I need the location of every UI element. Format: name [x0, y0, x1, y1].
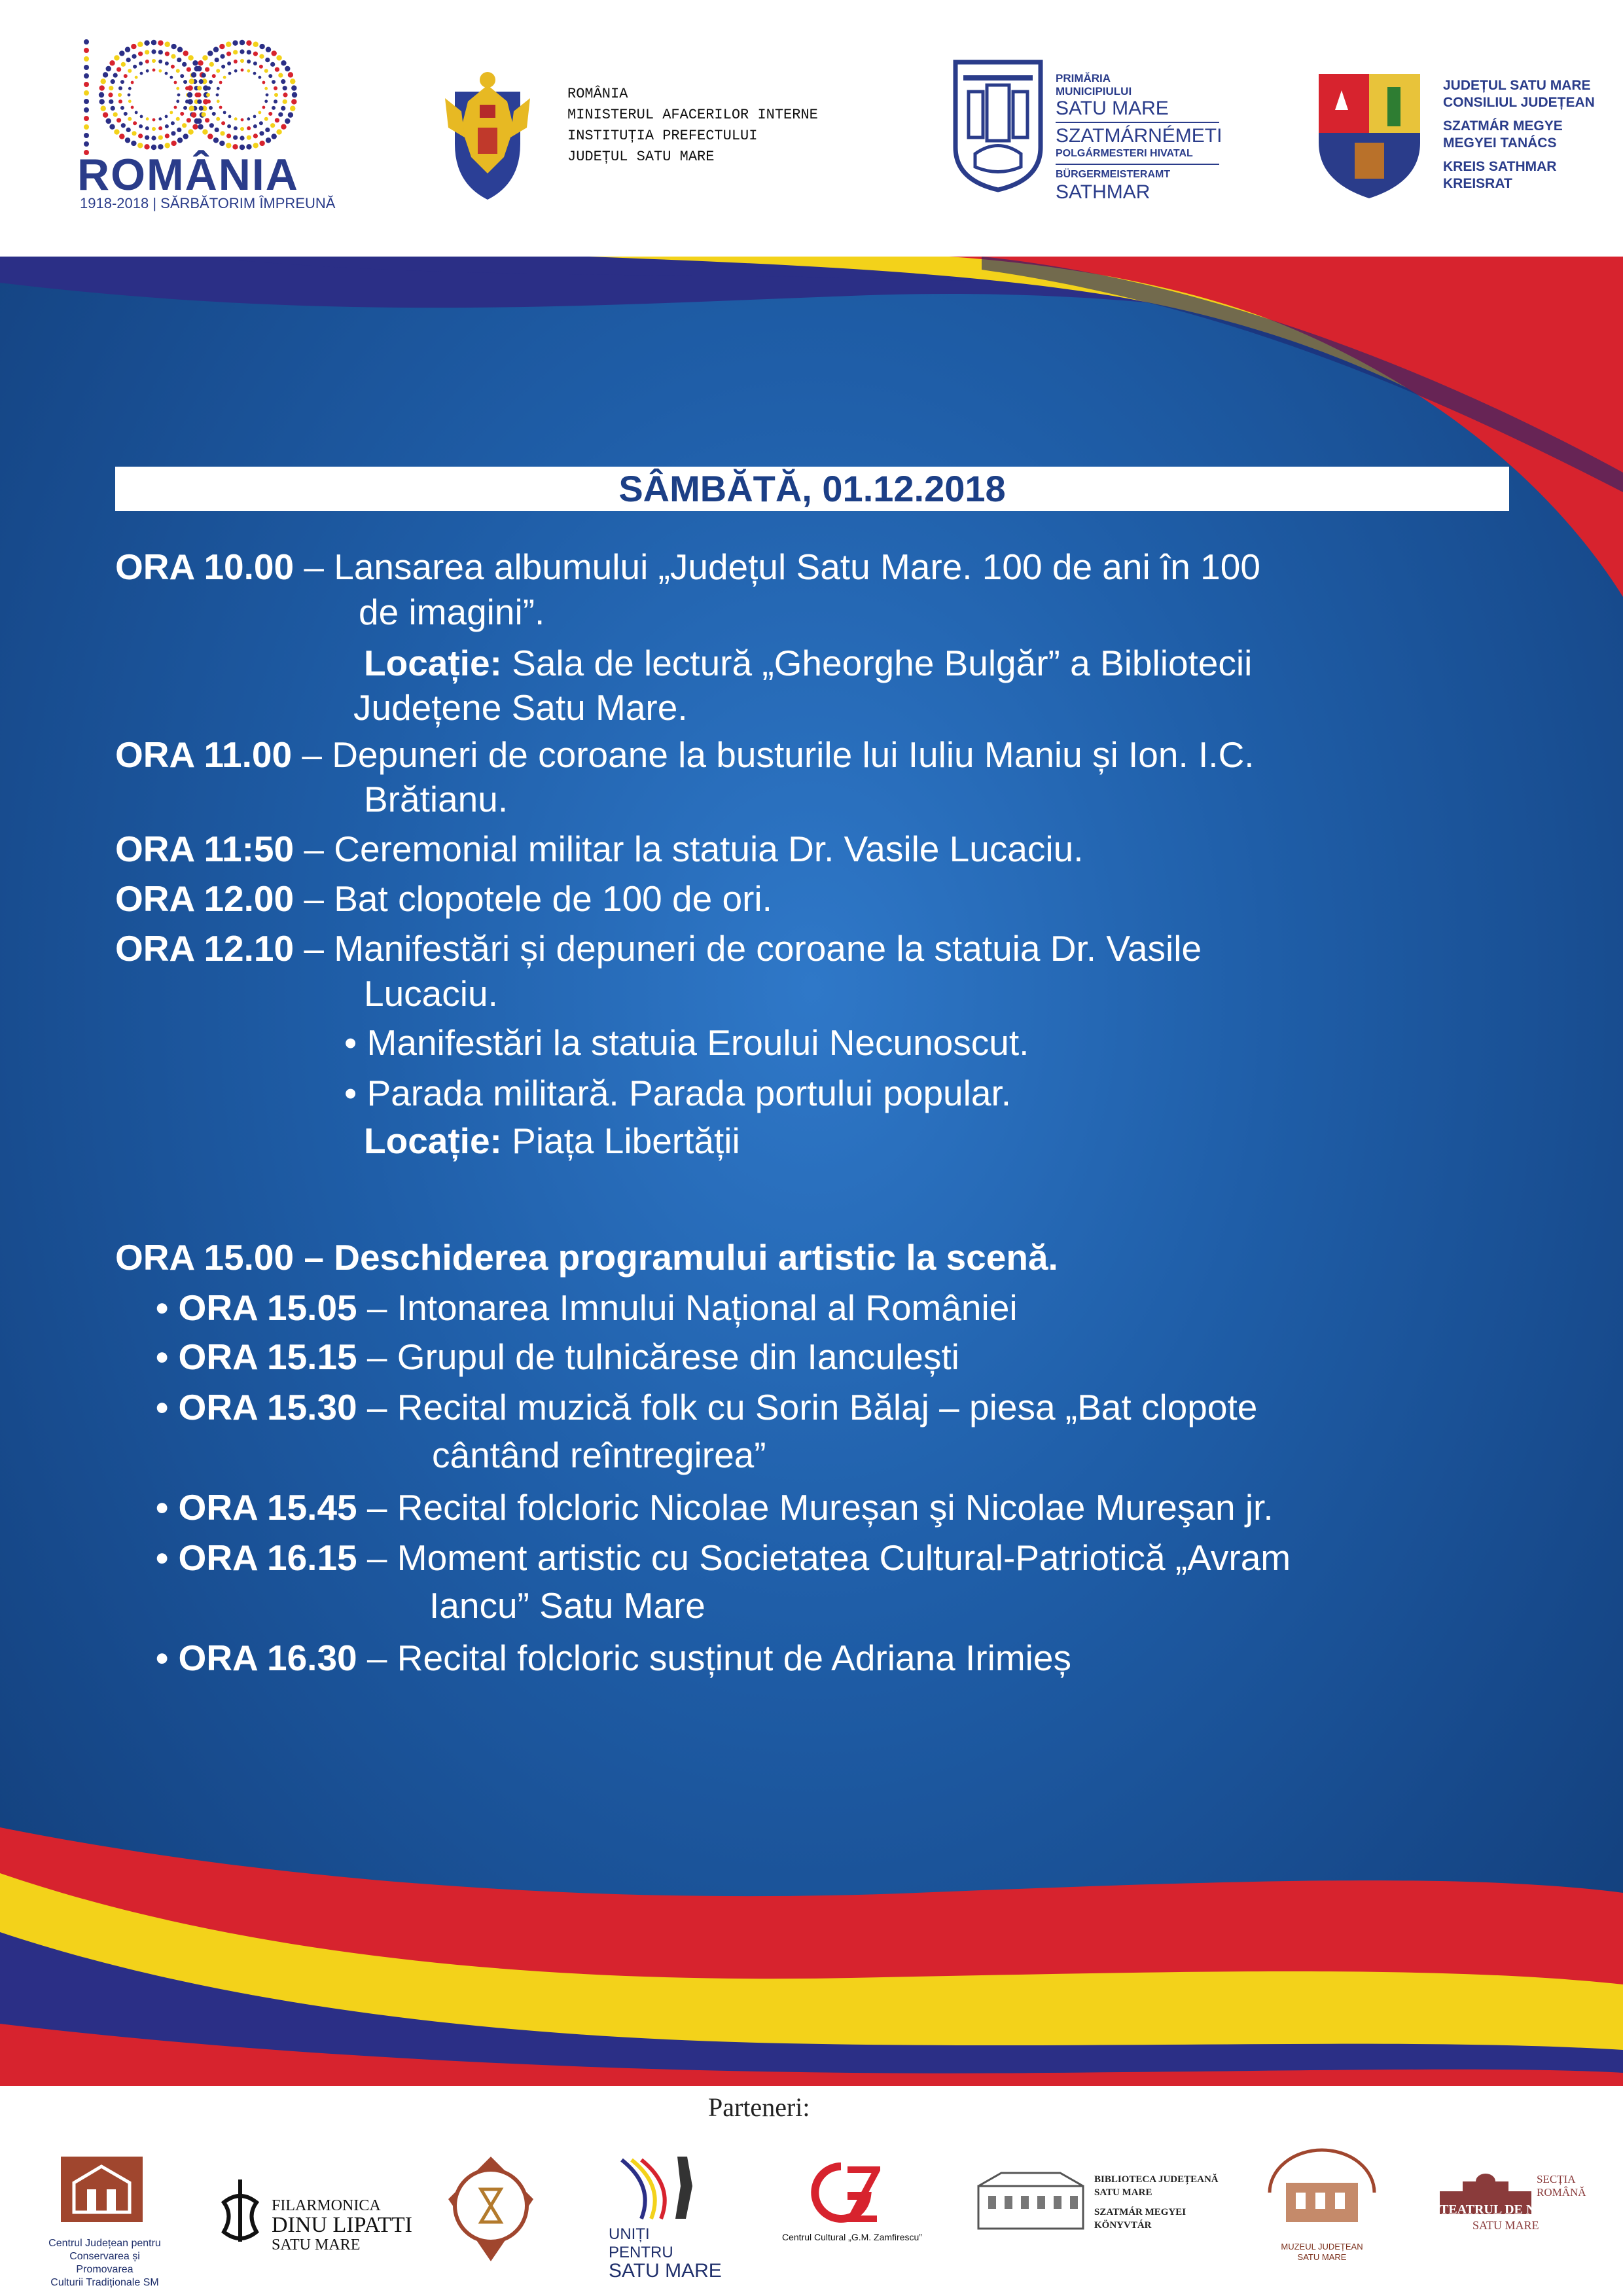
prefecture-line: ROMÂNIA — [567, 86, 628, 102]
city-hall-line: PRIMĂRIA — [1056, 72, 1111, 84]
prefecture-name — [567, 84, 818, 168]
partner-line: MUZEUL JUDEȚEAN — [1281, 2242, 1363, 2251]
program-line — [344, 1071, 1011, 1115]
traditional-culture-center-logo-icon — [58, 2153, 146, 2225]
program-line — [115, 1236, 1058, 1279]
partner-caption-theatre-city: SATU MARE — [1472, 2219, 1539, 2232]
program-line — [156, 1386, 1257, 1429]
partner-line: UNIȚI — [609, 2225, 650, 2243]
program-line — [156, 1335, 959, 1378]
program-line — [156, 1536, 1291, 1579]
partner-caption-theatre-section — [1537, 2173, 1586, 2199]
program-line — [156, 1286, 1018, 1329]
partner-line: SZATMÁR MEGYEI — [1094, 2207, 1186, 2217]
partner-line: SATU MARE — [1297, 2252, 1347, 2262]
program-line-text: – Intonarea Imnului Național al României — [357, 1287, 1018, 1328]
program-line — [364, 972, 498, 1015]
partners-title: Parteneri: — [708, 2092, 810, 2122]
program-line-text: – Recital folcloric Nicolae Mureșan şi Nicolae Mureşan jr. — [357, 1487, 1274, 1528]
program-line — [115, 733, 1255, 776]
partner-line: SECȚIA — [1537, 2173, 1576, 2185]
program-line-label: Locație: — [364, 643, 502, 683]
program-line-text: – Lansarea albumului „Județul Satu Mare. 100 de ani în 100 — [294, 547, 1260, 587]
program-line-text: Județene Satu Mare. — [353, 687, 688, 728]
program-line — [429, 1584, 705, 1627]
program-line-text: Piața Libertății — [501, 1121, 740, 1161]
program-line-text: – Recital folcloric susținut de Adriana Irimieș — [357, 1638, 1071, 1678]
header — [0, 0, 1623, 257]
partner-line: Conservarea și Promovarea — [69, 2251, 140, 2275]
program-line-text: – Recital muzică folk cu Sorin Bălaj – piesa „Bat clopote — [357, 1387, 1258, 1427]
program-line — [359, 590, 544, 634]
partner-caption-traditional-culture-center — [46, 2237, 164, 2289]
program-line-text: – Grupul de tulnicărese din Ianculești — [357, 1336, 959, 1377]
program-line-label: ORA 12.00 — [115, 878, 294, 919]
program-line-label: • ORA 15.45 — [156, 1487, 357, 1528]
satu-mare-city-crest-icon — [949, 56, 1047, 193]
program-line-text: • Parada militară. Parada portului popular. — [344, 1073, 1012, 1113]
county-council-name — [1443, 77, 1595, 192]
program-line-text: – Ceremonial militar la statuia Dr. Vasile Lucaciu. — [294, 829, 1084, 869]
program-line — [115, 545, 1260, 588]
partner-line: FILARMONICA — [272, 2197, 381, 2214]
program-line-text: – Depuneri de coroane la busturile lui Iuliu Maniu și Ion. I.C. — [292, 734, 1255, 775]
program-line-text: Iancu” Satu Mare — [429, 1585, 705, 1626]
partner-caption-library — [1094, 2173, 1219, 2232]
partner-line: ROMÂNĂ — [1537, 2186, 1586, 2198]
program-line — [432, 1433, 766, 1477]
program-line — [115, 877, 772, 920]
partner-caption-museum — [1279, 2242, 1364, 2263]
program-line — [364, 1119, 740, 1162]
united-for-satu-mare-logo-icon — [615, 2147, 707, 2225]
program-line-label: • ORA 15.05 — [156, 1287, 357, 1328]
partner-line: SATU MARE — [1094, 2187, 1152, 2198]
program-line — [344, 1021, 1029, 1064]
county-line: KREISRAT — [1443, 176, 1512, 191]
city-hall-line: BÜRGERMEISTERAMT — [1056, 169, 1171, 180]
program-line — [115, 927, 1202, 970]
county-line: JUDEȚUL SATU MARE — [1443, 78, 1591, 93]
program-line — [364, 778, 508, 821]
centenary-logo-word: ROMÂNIA — [77, 150, 299, 200]
city-hall-name — [1056, 72, 1222, 203]
philharmonic-cello-icon — [211, 2176, 270, 2248]
county-line: MEGYEI TANÁCS — [1443, 135, 1557, 151]
county-line: KREIS SATHMAR — [1443, 159, 1557, 174]
city-hall-line: SATU MARE — [1056, 98, 1169, 119]
program-line-label: • ORA 16.30 — [156, 1638, 357, 1678]
program-line-label: ORA 12.10 — [115, 928, 294, 969]
county-museum-logo-icon — [1260, 2147, 1384, 2238]
partner-line: Centrul Județean pentru — [48, 2238, 161, 2249]
partner-line: SATU MARE — [609, 2260, 722, 2282]
program-line-label: ORA 11:50 — [115, 829, 294, 869]
program-line-text: Sala de lectură „Gheorghe Bulgăr” a Bibliotecii — [501, 643, 1253, 683]
county-library-building-icon — [975, 2166, 1086, 2232]
city-hall-line: POLGÁRMESTERI HIVATAL — [1056, 148, 1193, 159]
city-hall-line: MUNICIPIULUI — [1056, 85, 1132, 98]
program-line — [353, 686, 688, 729]
tricolor-wave-decoration — [0, 257, 1623, 2086]
prefecture-line: MINISTERUL AFACERILOR INTERNE — [567, 107, 818, 123]
partner-line: BIBLIOTECA JUDEȚEANĂ — [1094, 2174, 1219, 2185]
program-line-text: Brătianu. — [364, 779, 508, 819]
satu-mare-county-crest-icon — [1315, 71, 1423, 202]
partner-line: SATU MARE — [272, 2236, 361, 2253]
program-line-label: Locație: — [364, 1121, 502, 1161]
partner-caption-zamfirescu: Centrul Cultural „G.M. Zamfirescu” — [782, 2232, 922, 2242]
program-line — [115, 827, 1084, 870]
partner-caption-theatre: TEATRUL DE NORD — [1440, 2202, 1565, 2217]
county-line: SZATMÁR MEGYE — [1443, 118, 1563, 134]
program-line — [156, 1486, 1274, 1529]
program-line-label: ORA 11.00 — [115, 734, 293, 775]
county-line: CONSILIUL JUDEȚEAN — [1443, 95, 1595, 110]
program-line-text: Lucaciu. — [364, 973, 498, 1014]
national-archives-seal-icon — [445, 2153, 537, 2265]
program-line-label: ORA 15.00 – Deschiderea programului artistic la scenă. — [115, 1237, 1058, 1278]
partner-line: KÖNYVTÁR — [1094, 2220, 1152, 2231]
program-line — [364, 641, 1252, 685]
zamfirescu-cultural-center-logo-icon — [802, 2160, 880, 2225]
program-line-text: – Moment artistic cu Societatea Cultural-Patriotică „Avram — [357, 1537, 1291, 1578]
partner-line: PENTRU — [609, 2244, 673, 2261]
program-panel — [0, 257, 1623, 2086]
program-line-label: • ORA 16.15 — [156, 1537, 357, 1578]
program-line-label: • ORA 15.30 — [156, 1387, 357, 1427]
romania-coat-of-arms-icon — [442, 65, 533, 203]
partner-caption-philharmonic — [272, 2196, 412, 2255]
program-line-label: • ORA 15.15 — [156, 1336, 357, 1377]
program-date-heading: SÂMBĂTĂ, 01.12.2018 — [115, 467, 1509, 511]
city-hall-line: SATHMAR — [1056, 181, 1150, 203]
program-line-label: ORA 10.00 — [115, 547, 294, 587]
partner-caption-united — [609, 2225, 722, 2280]
program-line-text: de imagini”. — [359, 592, 545, 632]
program-line-text: cântând reîntregirea” — [432, 1435, 766, 1475]
program-line-text: • Manifestări la statuia Eroului Necunoscut. — [344, 1022, 1029, 1063]
centenary-logo-subtitle: 1918-2018 | SĂRBĂTORIM ÎMPREUNĂ — [80, 195, 336, 211]
program-line — [156, 1636, 1071, 1679]
city-hall-line: SZATMÁRNÉMETI — [1056, 125, 1222, 147]
program-line-text: – Manifestări și depuneri de coroane la statuia Dr. Vasile — [294, 928, 1202, 969]
partner-line: Culturii Tradiționale SM — [50, 2277, 159, 2288]
prefecture-line: INSTITUȚIA PREFECTULUI — [567, 128, 758, 144]
prefecture-line: JUDEȚUL SATU MARE — [567, 149, 715, 165]
program-line-text: – Bat clopotele de 100 de ori. — [294, 878, 772, 919]
partner-line: DINU LIPATTI — [272, 2213, 413, 2237]
